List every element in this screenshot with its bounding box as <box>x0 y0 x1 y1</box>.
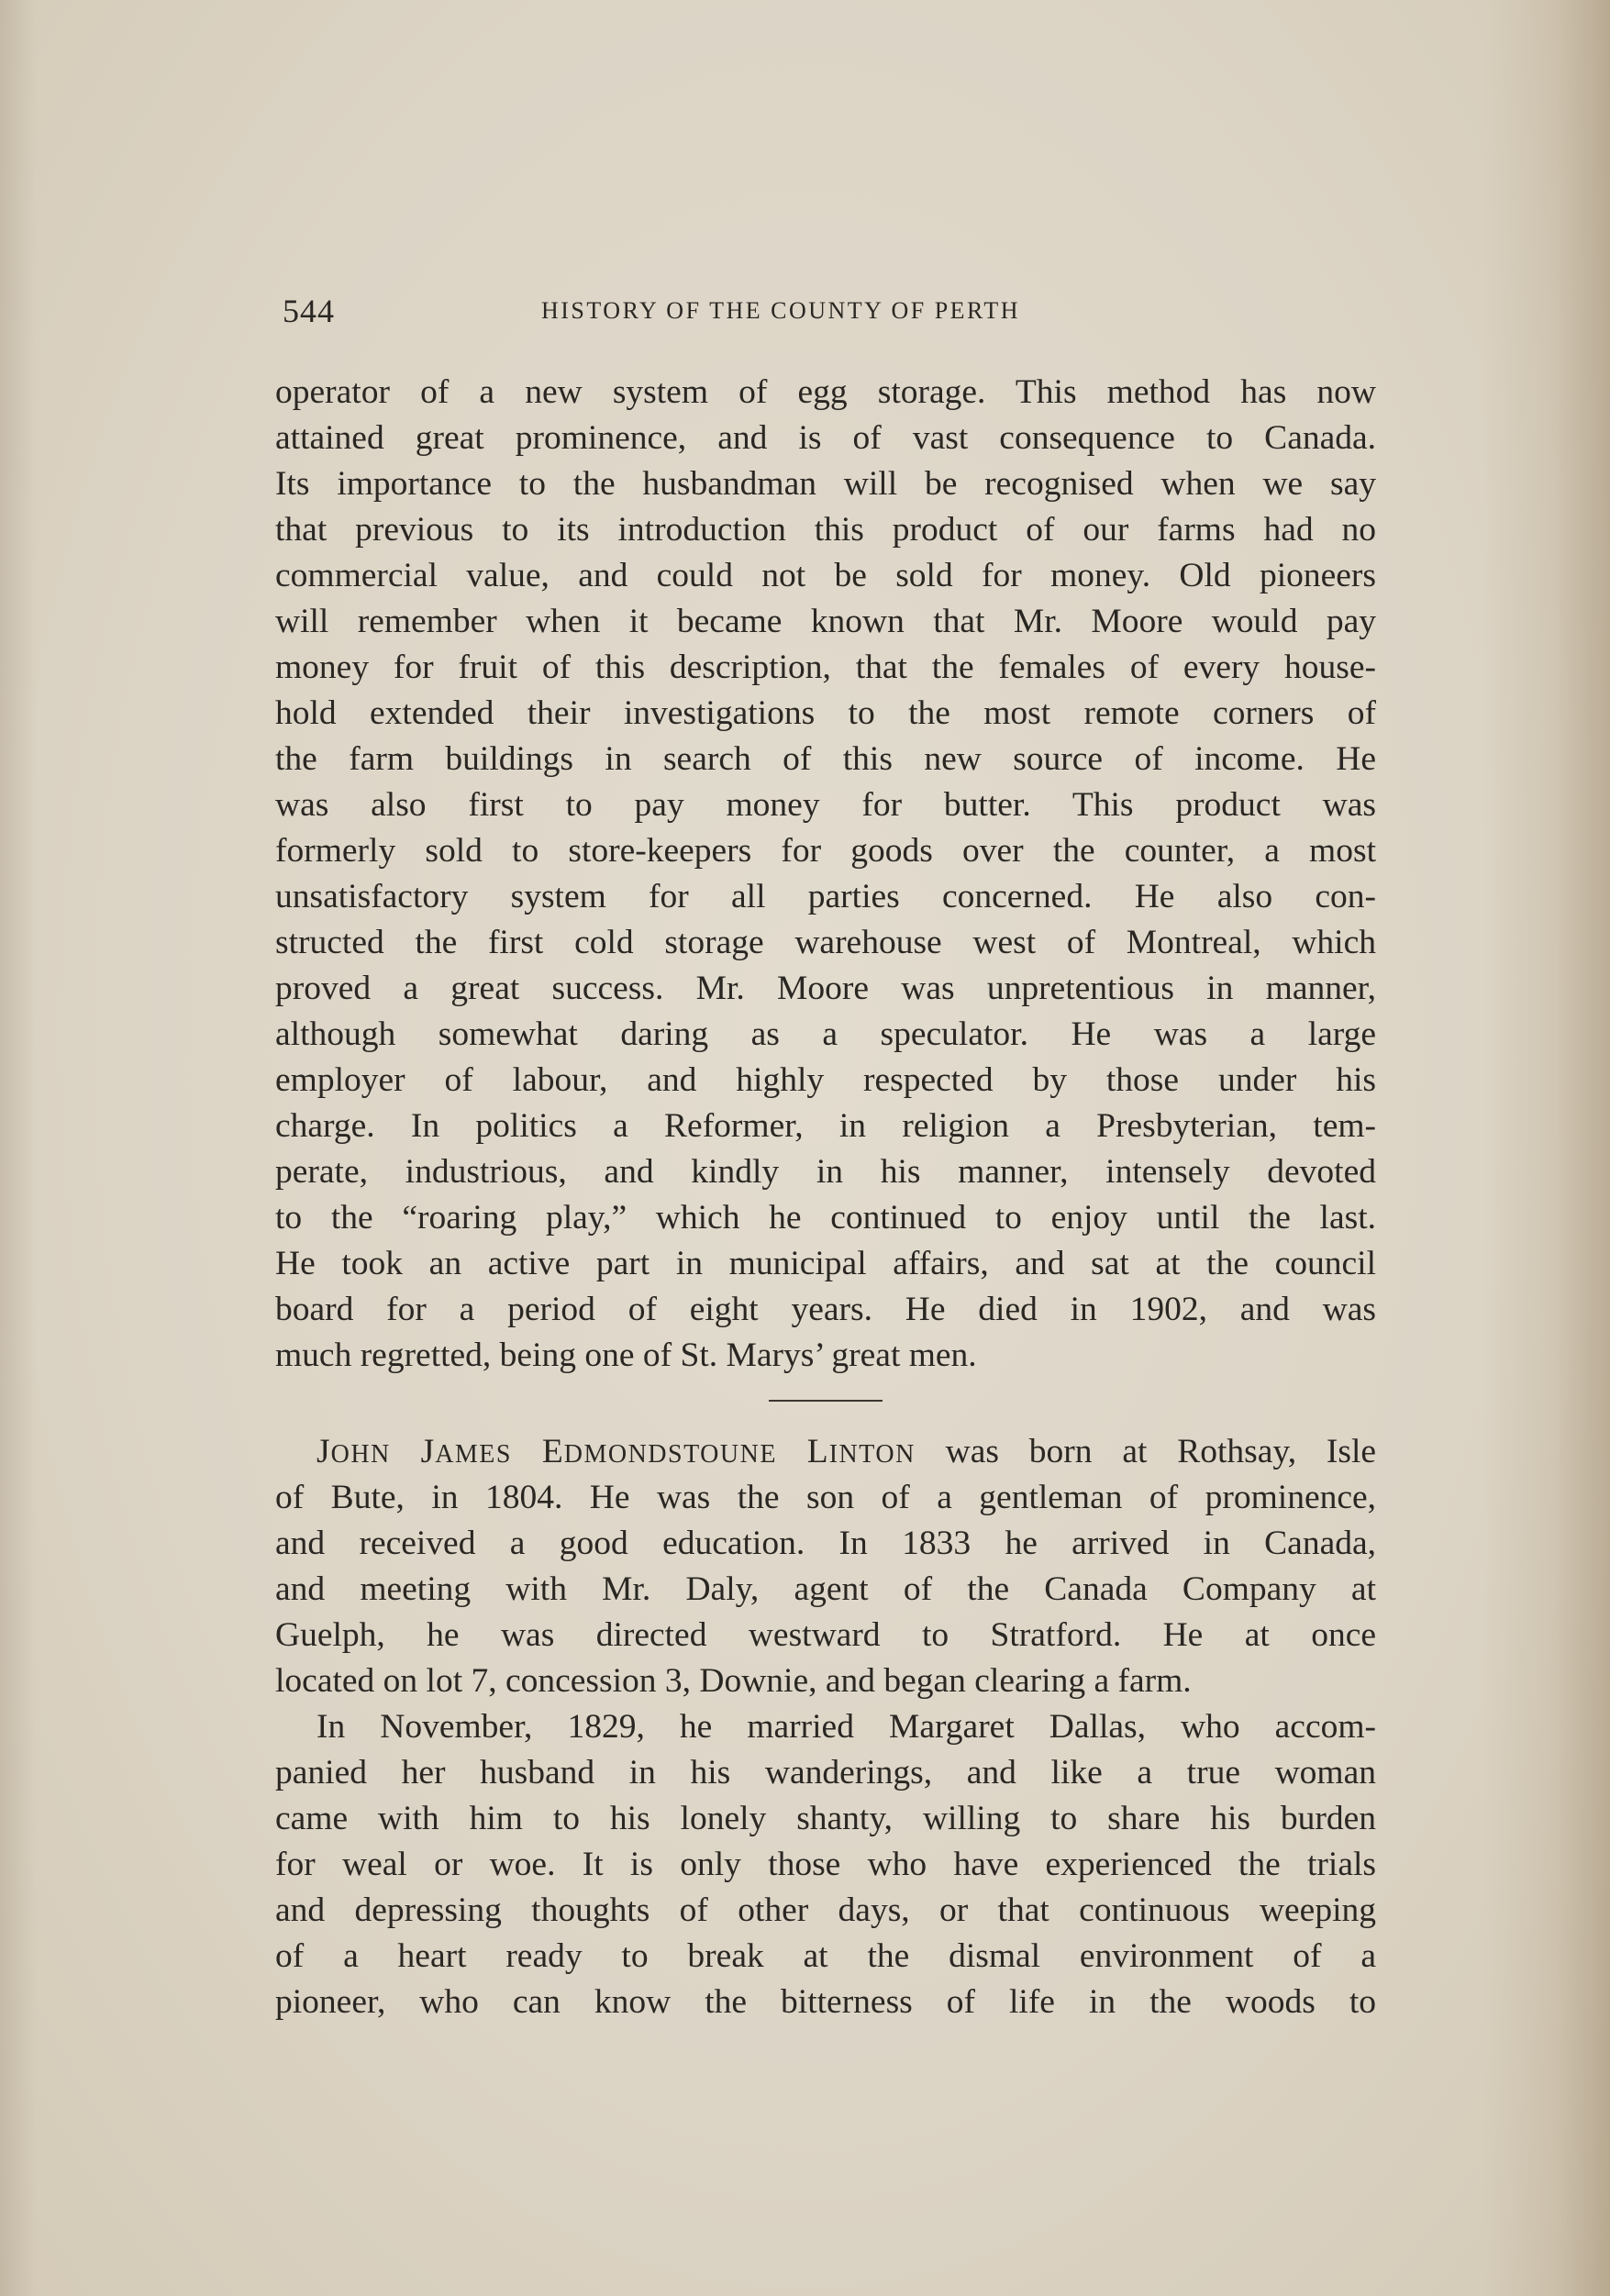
text-line: hold extended their investigations to the most remote corners of <box>275 694 1376 732</box>
text-line: employer of labour, and highly respected by those under his <box>275 1061 1376 1099</box>
running-title: HISTORY OF THE COUNTY OF PERTH <box>541 297 1020 324</box>
text-line: and received a good education. In 1833 he arrived in Canada, <box>275 1525 1376 1562</box>
text-line: and meeting with Mr. Daly, agent of the Canada Company at <box>275 1570 1376 1608</box>
text-line: the farm buildings in search of this new source of income. He <box>275 740 1376 778</box>
text-line: of a heart ready to break at the dismal environment of a <box>275 1937 1376 1975</box>
text-line: commercial value, and could not be sold for money. Old pioneers <box>275 557 1376 594</box>
text-line: He took an active part in municipal affairs, and sat at the council <box>275 1245 1376 1282</box>
page-header <box>275 292 1376 338</box>
text-line: came with him to his lonely shanty, willing to share his burden <box>275 1800 1376 1837</box>
text-line: money for fruit of this description, that the females of every house- <box>275 649 1376 686</box>
text-line: board for a period of eight years. He died in 1902, and was <box>275 1291 1376 1328</box>
text-line: to the “roaring play,” which he continued to enjoy until the last. <box>275 1199 1376 1237</box>
text-line: perate, industrious, and kindly in his manner, intensely devoted <box>275 1153 1376 1191</box>
text-line: operator of a new system of egg storage. This method has now <box>275 373 1376 411</box>
text-line: proved a great success. Mr. Moore was unpretentious in manner, <box>275 970 1376 1007</box>
text-line: will remember when it became known that Mr. Moore would pay <box>275 603 1376 640</box>
text-line: and depressing thoughts of other days, or that continuous weeping <box>275 1891 1376 1929</box>
text-line: although somewhat daring as a speculator. He was a large <box>275 1015 1376 1053</box>
text-line: was also first to pay money for butter. This product was <box>275 786 1376 824</box>
text-line: JOHN JAMES EDMONDSTOUNE LINTON was born at Rothsay, Isle <box>316 1433 1377 1470</box>
text-line: charge. In politics a Reformer, in religion a Presbyterian, tem- <box>275 1107 1376 1145</box>
section-divider <box>769 1400 883 1402</box>
text-line: panied her husband in his wanderings, and like a true woman <box>275 1754 1376 1791</box>
text-line: Guelph, he was directed westward to Stratford. He at once <box>275 1616 1376 1654</box>
text-line: Its importance to the husbandman will be recognised when we say <box>275 465 1376 503</box>
text-line: formerly sold to store-keepers for goods over the counter, a most <box>275 832 1376 870</box>
text-line: In November, 1829, he married Margaret Dallas, who accom- <box>316 1708 1376 1746</box>
text-line: much regretted, being one of St. Marys’ great men. <box>275 1337 977 1374</box>
subject-name: JOHN JAMES EDMONDSTOUNE LINTON <box>316 1433 916 1470</box>
text-line: pioneer, who can know the bitterness of life in the woods to <box>275 1983 1376 2021</box>
text-line: structed the first cold storage warehouse west of Montreal, which <box>275 924 1376 961</box>
page-number: 544 <box>283 293 335 329</box>
text-line: attained great prominence, and is of vast consequence to Canada. <box>275 419 1376 457</box>
text-line: unsatisfactory system for all parties concerned. He also con- <box>275 878 1376 915</box>
text-line: that previous to its introduction this product of our farms had no <box>275 511 1376 549</box>
text-line: for weal or woe. It is only those who have experienced the trials <box>275 1846 1376 1883</box>
text-line: of Bute, in 1804. He was the son of a gentleman of prominence, <box>275 1479 1376 1516</box>
text-line: located on lot 7, concession 3, Downie, and began clearing a farm. <box>275 1662 1192 1700</box>
